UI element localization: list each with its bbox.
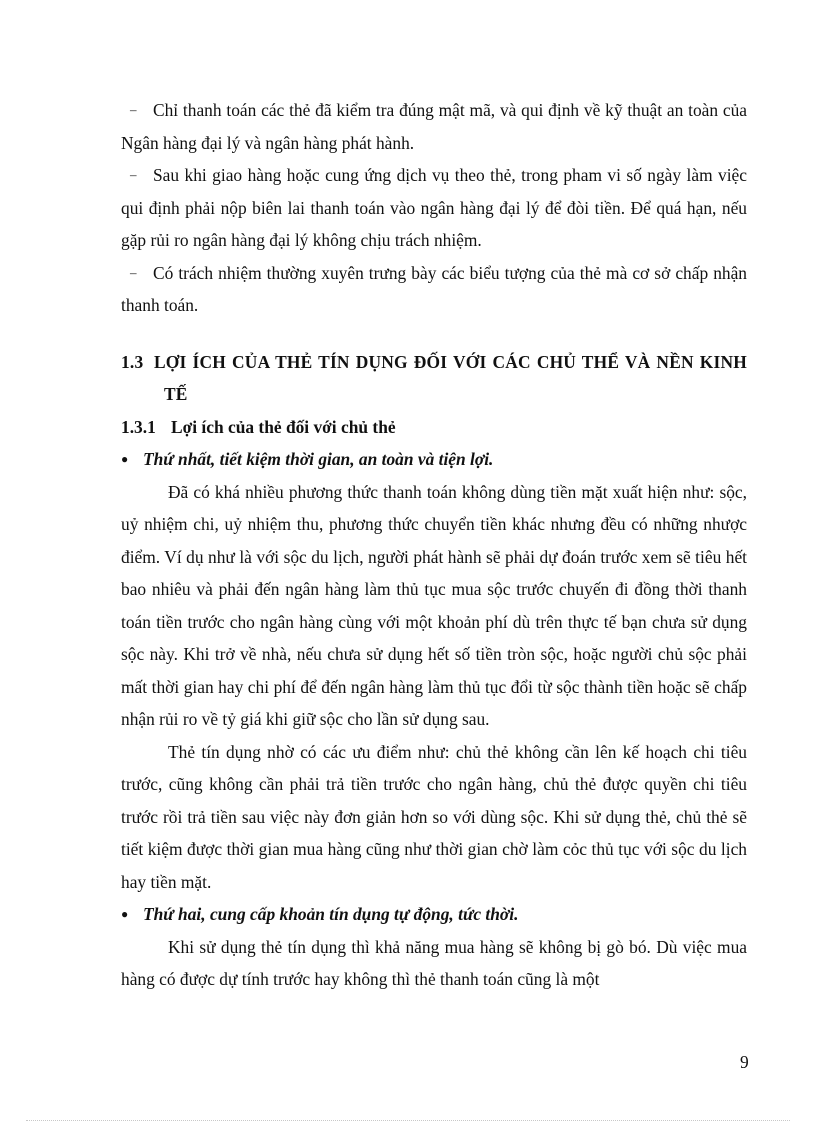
page-body [121, 94, 747, 996]
bullet-dot-icon: ● [121, 452, 129, 466]
list-item-text: Sau khi giao hàng hoặc cung ứng dịch vụ theo thẻ, trong pham vi số ngày làm việc qui định phải nộp biên lai thanh toán vào ngân hàng đại lý để đòi tiền. Để quá hạn, nếu gặp rủi ro ngân hàng đại lý không chịu trách nhiệm. [121, 165, 747, 250]
list-item-text: Chỉ thanh toán các thẻ đã kiểm tra đúng mật mã, và qui định về kỹ thuật an toàn của Ngân hàng đại lý và ngân hàng phát hành. [121, 100, 747, 153]
paragraph: Đã có khá nhiều phương thức thanh toán không dùng tiền mặt xuất hiện như: sộc, uỷ nhiệm chi, uỷ nhiệm thu, phương thức chuyển tiền khác nhưng đều có những nhược điểm. Ví dụ như là với sộc du lịch, người phát hành sẽ phải dự đoán trước xem sẽ tiêu hết bao nhiêu và phải đến ngân hàng làm thủ tục mua sộc trước chuyến đi đồng thời thanh toán tiền trước cho ngân hàng cùng với một khoản phí dù trên thực tế bạn chưa sử dụng sộc này. Khi trở về nhà, nếu chưa sử dụng hết số tiền tròn sộc, hoặc người chủ sộc phải mất thời gian hay chi phí để đến ngân hàng làm thủ tục đổi từ sộc thành tiền hoặc sẽ chấp nhận rủi ro về tỷ giá khi giữ sộc cho lần sử dụng sau. [121, 481, 747, 729]
paragraph: Khi sử dụng thẻ tín dụng thì khả năng mua hàng sẽ không bị gò bó. Dù việc mua hàng có được dự tính trước hay không thì thẻ thanh toán cũng là một [121, 936, 747, 989]
section-heading [121, 346, 747, 411]
subsection-title: Lợi ích của thẻ đối với chủ thẻ [171, 416, 396, 437]
bullet-dot-icon: ● [121, 907, 129, 921]
list-item [121, 159, 747, 257]
section-title: LỢI ÍCH CỦA THẺ TÍN DỤNG ĐỐI VỚI CÁC CHỦ THỂ VÀ NỀN KINH TẾ [154, 351, 747, 404]
list-item [121, 94, 747, 159]
subsection-number: 1.3.1 [121, 416, 156, 437]
footer-divider [26, 1120, 790, 1121]
dash-bullet-icon: – [130, 167, 137, 182]
bullet-heading-text: Thứ nhất, tiết kiệm thời gian, an toàn và tiện lợi. [143, 449, 494, 469]
dash-bullet-icon: – [130, 102, 137, 117]
dash-bullet-icon: – [130, 264, 137, 280]
subsection-heading [121, 411, 747, 444]
paragraph: Thẻ tín dụng nhờ có các ưu điểm như: chủ thẻ không cần lên kế hoạch chi tiêu trước, cũng không cần phải trả tiền trước cho ngân hàng, chủ thẻ được quyền chi tiêu trước rồi trả tiền sau việc này đơn giản hơn so với dùng sộc. Khi sử dụng thẻ, chủ thẻ sẽ tiết kiệm được thời gian mua hàng cũng như thời gian chờ làm cỏc thủ tục với sộc du lịch hay tiền mặt. [121, 741, 747, 892]
list-item-text: Có trách nhiệm thường xuyên trưng bày các biểu tượng của thẻ mà cơ sở chấp nhận thanh toán. [121, 262, 747, 315]
section-number: 1.3 [121, 351, 144, 372]
bullet-heading [121, 443, 747, 476]
page-number: 9 [740, 1052, 749, 1072]
list-item [121, 257, 747, 322]
bullet-heading-text: Thứ hai, cung cấp khoản tín dụng tự động, tức thời. [143, 904, 519, 924]
bullet-heading [121, 898, 747, 931]
